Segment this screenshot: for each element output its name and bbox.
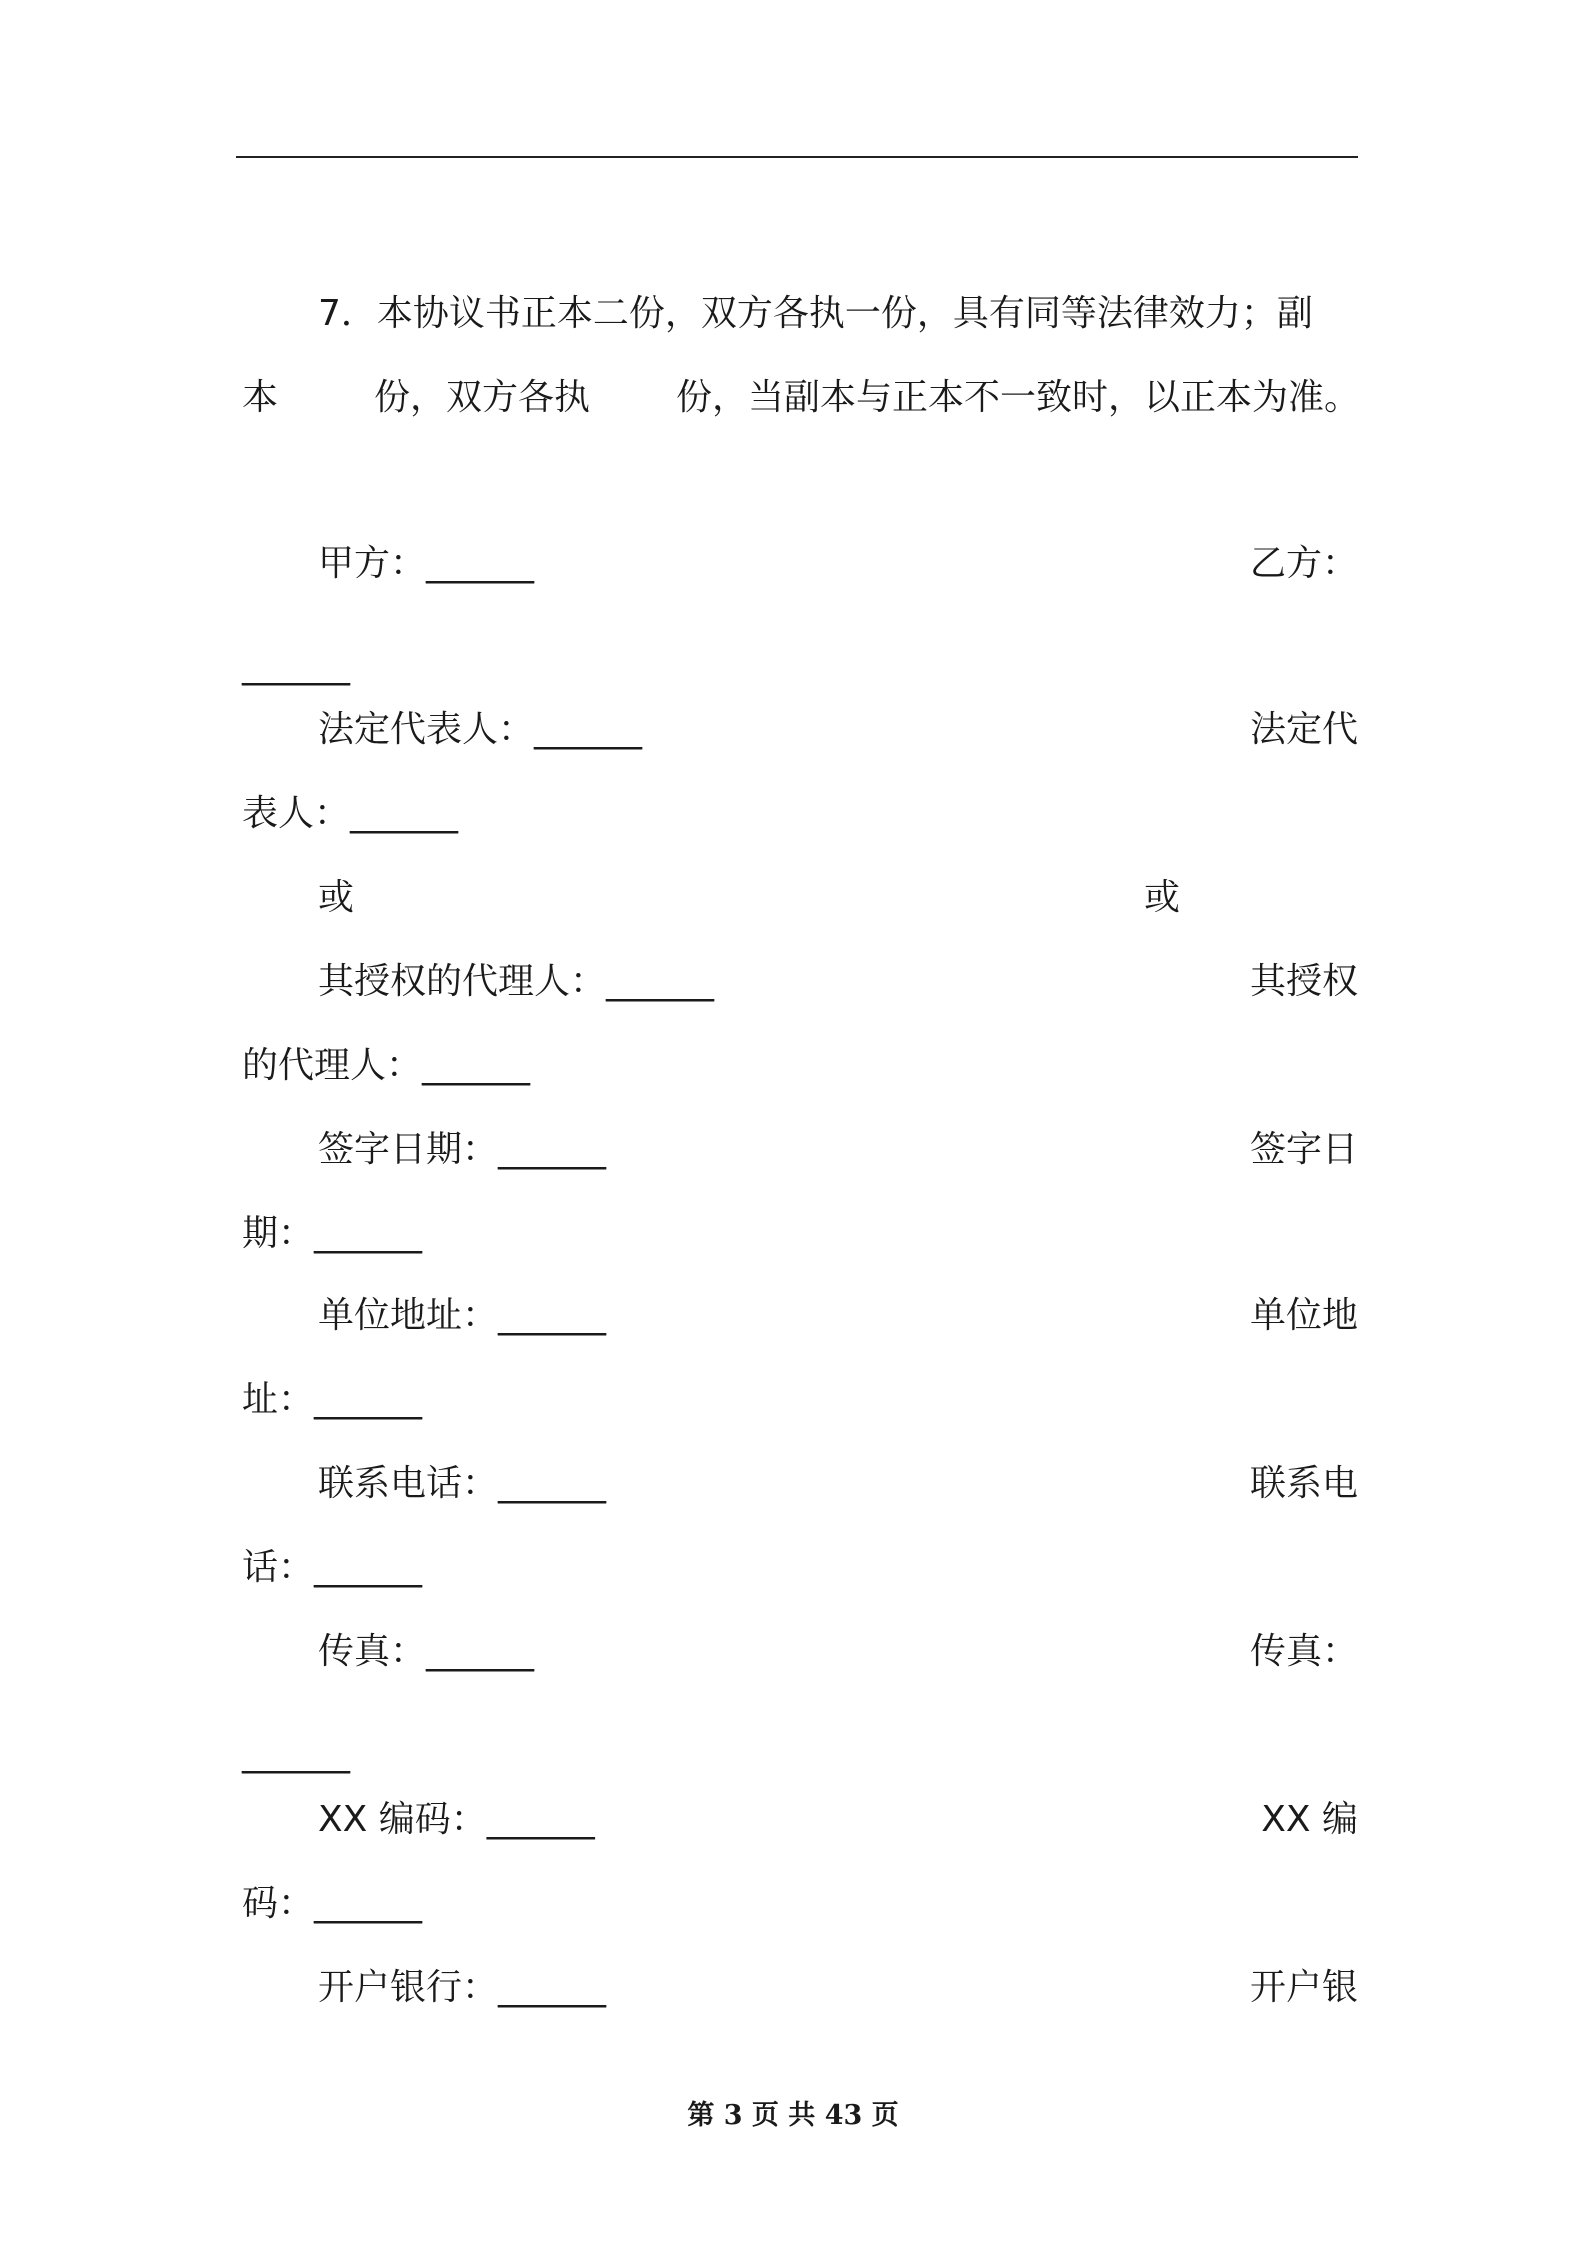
agent-wrap: 的代理人：______ <box>242 1045 531 1086</box>
address-wrap: 址：______ <box>242 1379 423 1420</box>
legal-rep-right: 法定代 <box>1249 709 1358 750</box>
address-left: 单位地址：______ <box>318 1295 607 1336</box>
sign-date-left: 签字日期：______ <box>318 1129 607 1170</box>
postcode-left: XX 编码：______ <box>318 1799 595 1840</box>
bank-left: 开户银行：______ <box>318 1967 607 2008</box>
legal-rep-wrap: 表人：______ <box>242 793 459 834</box>
phone-wrap: 话：______ <box>242 1547 423 1588</box>
party-b-blank: ______ <box>242 645 350 686</box>
fax-left: 传真：______ <box>318 1631 535 1672</box>
sign-date-right: 签字日 <box>1249 1129 1358 1170</box>
sign-date-wrap: 期：______ <box>242 1213 423 1254</box>
party-a-label: 甲方：______ <box>318 543 535 584</box>
fax-wrap: ______ <box>242 1733 350 1774</box>
header-rule <box>236 156 1358 158</box>
clause-7-line-2-start: 本 <box>242 377 279 418</box>
address-right: 单位地 <box>1249 1295 1358 1336</box>
postcode-wrap: 码：______ <box>242 1883 423 1924</box>
page-footer: 第 3 页 共 43 页 <box>687 2100 899 2131</box>
clause-7-line-1: 7．本协议书正本二份，双方各执一份，具有同等法律效力；副 <box>318 293 1313 334</box>
or-left: 或 <box>318 877 355 918</box>
fax-right: 传真： <box>1249 1631 1358 1672</box>
agent-left: 其授权的代理人：______ <box>318 961 715 1002</box>
agent-right: 其授权 <box>1249 961 1358 1002</box>
party-b-label: 乙方： <box>1249 543 1358 584</box>
phone-right: 联系电 <box>1249 1463 1358 1504</box>
legal-rep-left: 法定代表人：______ <box>318 709 643 750</box>
or-right: 或 <box>1144 877 1181 918</box>
clause-7-line-2-middle: 份，双方各执 <box>374 377 591 418</box>
clause-7-line-2-end: 份，当副本与正本不一致时，以正本为准。 <box>676 377 1361 418</box>
postcode-right: XX 编 <box>1261 1799 1358 1840</box>
phone-left: 联系电话：______ <box>318 1463 607 1504</box>
bank-right: 开户银 <box>1249 1967 1358 2008</box>
